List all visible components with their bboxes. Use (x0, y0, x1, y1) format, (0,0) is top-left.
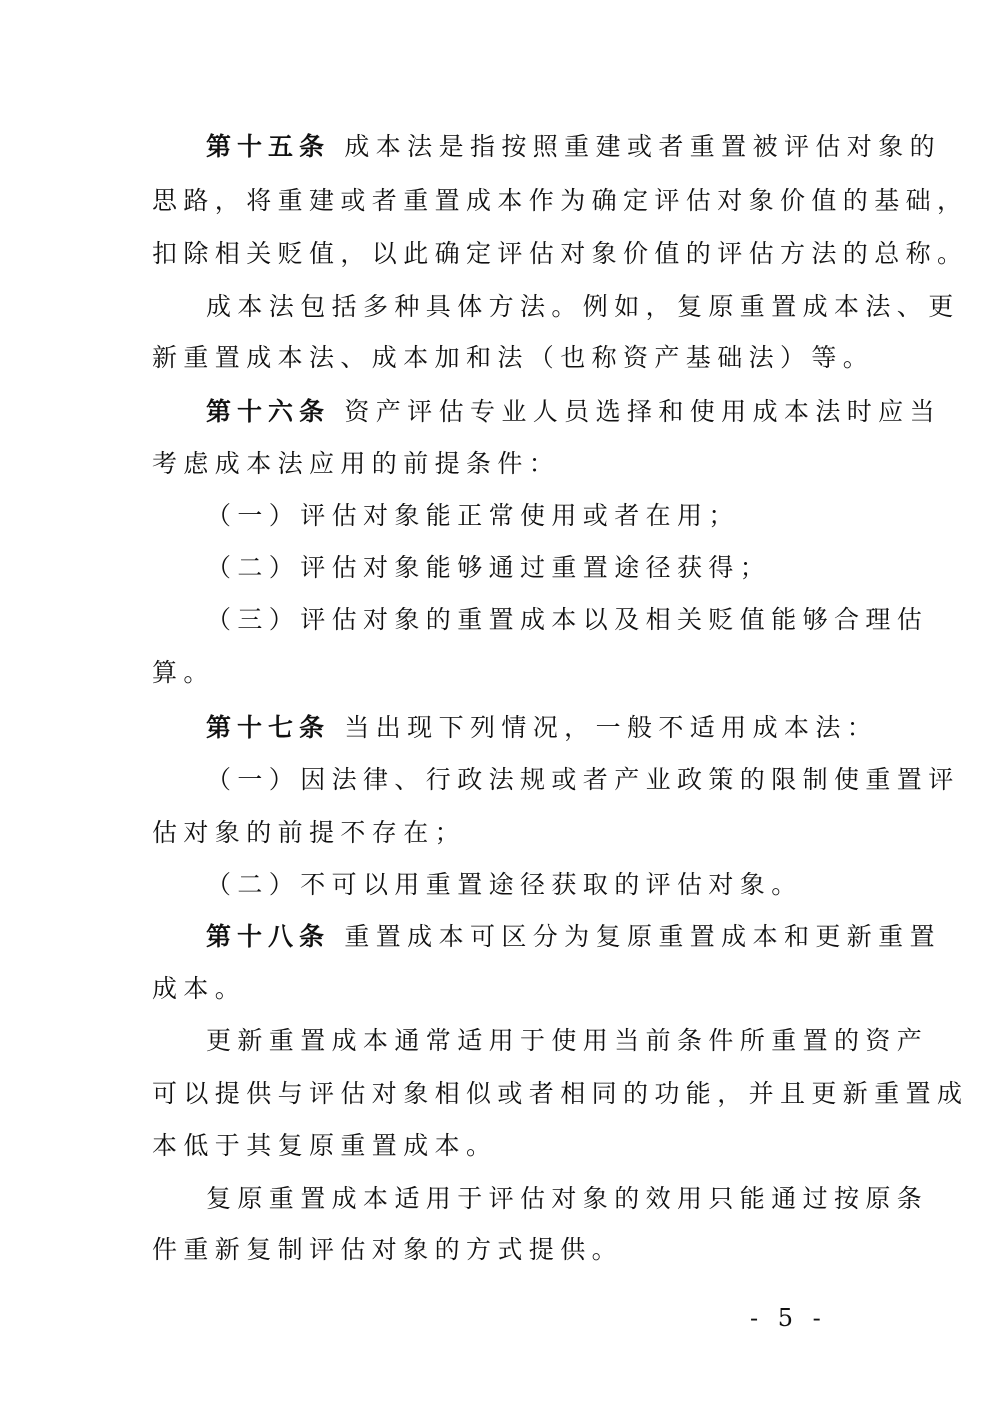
paragraph-line: 思路，将重建或者重置成本作为确定评估对象价值的基础， (152, 186, 969, 215)
paragraph-line: 成本。 (152, 974, 247, 1003)
article-number: 第十七条 (206, 713, 331, 742)
article-number: 第十五条 (206, 132, 331, 161)
paragraph-line (206, 711, 879, 745)
paragraph-line: 扣除相关贬值，以此确定评估对象价值的评估方法的总称。 (152, 239, 969, 268)
article-number: 第十六条 (206, 397, 331, 426)
line-text: 当出现下列情况，一般不适用成本法： (330, 713, 879, 742)
paragraph-line: 新重置成本法、成本加和法（也称资产基础法）等。 (152, 343, 875, 372)
list-item: （二）评估对象能够通过重置途径获得； (206, 553, 772, 582)
paragraph-line: 成本法包括多种具体方法。例如，复原重置成本法、更 (206, 292, 960, 321)
paragraph-line: 算。 (152, 658, 215, 687)
page-number: - 5 - (750, 1304, 827, 1332)
paragraph-line: 估对象的前提不存在； (152, 818, 467, 847)
paragraph-line: 更新重置成本通常适用于使用当前条件所重置的资产 (206, 1026, 929, 1055)
line-text: 成本法是指按照重建或者重置被评估对象的 (330, 132, 941, 161)
list-item: （三）评估对象的重置成本以及相关贬值能够合理估 (206, 605, 929, 634)
line-text: 重置成本可区分为复原重置成本和更新重置 (330, 922, 941, 951)
list-item: （一）评估对象能正常使用或者在用； (206, 501, 740, 530)
paragraph-line: 件重新复制评估对象的方式提供。 (152, 1235, 624, 1264)
paragraph-line: 可以提供与评估对象相似或者相同的功能，并且更新重置成 (152, 1079, 969, 1108)
paragraph-line: 考虑成本法应用的前提条件： (152, 449, 561, 478)
paragraph-line (206, 395, 941, 429)
article-number: 第十八条 (206, 922, 331, 951)
paragraph-line (206, 920, 941, 954)
paragraph-line: 复原重置成本适用于评估对象的效用只能通过按原条 (206, 1184, 929, 1213)
paragraph-line: 本低于其复原重置成本。 (152, 1131, 498, 1160)
paragraph-line (206, 130, 941, 164)
list-item: （二）不可以用重置途径获取的评估对象。 (206, 870, 803, 899)
line-text: 资产评估专业人员选择和使用成本法时应当 (330, 397, 941, 426)
list-item: （一）因法律、行政法规或者产业政策的限制使重置评 (206, 765, 960, 794)
